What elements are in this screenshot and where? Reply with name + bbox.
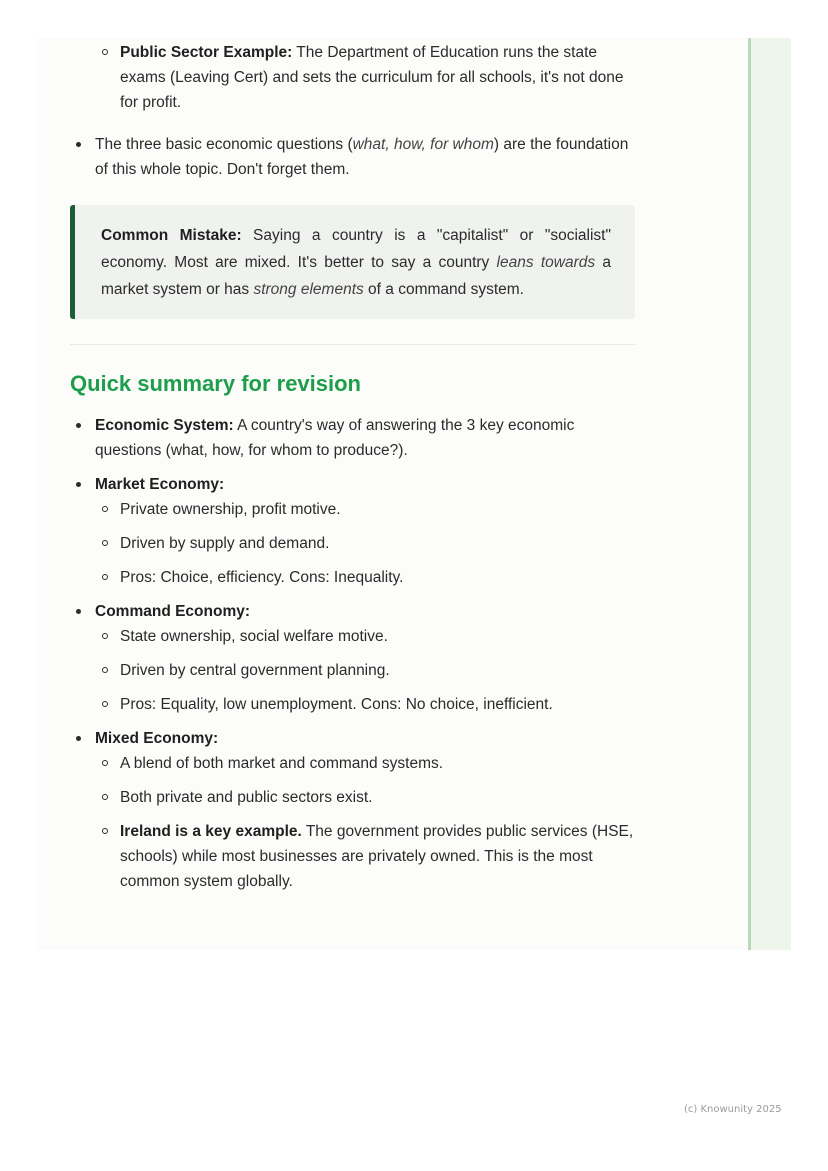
list-item: State ownership, social welfare motive.	[95, 624, 635, 649]
list-item	[70, 132, 635, 182]
list-item: Both private and public sectors exist.	[95, 785, 635, 810]
callout-text: of a command system.	[363, 281, 524, 298]
economic-system-label: Economic System:	[95, 417, 234, 434]
mixed-economy-points	[95, 751, 635, 894]
command-economy-label: Command Economy:	[95, 603, 251, 620]
list-item: Driven by central government planning.	[95, 658, 635, 683]
list-item	[95, 819, 635, 894]
mixed-economy-label: Mixed Economy:	[95, 730, 219, 747]
list-item	[70, 472, 635, 590]
market-economy-label: Market Economy:	[95, 476, 225, 493]
callout-text: a market system or has	[101, 254, 611, 298]
list-item	[95, 40, 635, 115]
public-sector-text: The Department of Education runs the state exams (Leaving Cert) and sets the curriculum for all schools, it's not done for profit.	[120, 44, 624, 111]
callout-italic: strong elements	[253, 281, 364, 298]
summary-list	[70, 413, 635, 894]
public-sector-label: Public Sector Example:	[120, 44, 293, 61]
basics-text-end: ) are the foundation of this whole topic. Don't forget them.	[95, 136, 629, 178]
callout-label: Common Mistake:	[101, 227, 242, 244]
economic-system-text: A country's way of answering the 3 key economic questions (what, how, for whom to produce?).	[95, 417, 575, 459]
list-item: Driven by supply and demand.	[95, 531, 635, 556]
divider	[70, 344, 635, 345]
list-item	[70, 413, 635, 463]
common-mistake-callout	[70, 205, 635, 319]
market-economy-points	[95, 497, 635, 590]
command-economy-points	[95, 624, 635, 717]
basics-list	[70, 132, 635, 182]
summary-heading: Quick summary for revision	[70, 371, 361, 396]
basics-text: The three basic economic questions (	[95, 136, 353, 153]
callout-italic: leans towards	[496, 254, 596, 271]
callout-text: Saying a country is a "capitalist" or "socialist" economy. Most are mixed. It's better to say a country	[101, 227, 611, 271]
list-item	[70, 726, 635, 894]
copyright-footer: (c) Knowunity 2025	[684, 1104, 782, 1115]
ireland-label: Ireland is a key example.	[120, 823, 302, 840]
side-panel	[751, 38, 791, 950]
list-item: Pros: Equality, low unemployment. Cons: No choice, inefficient.	[95, 692, 635, 717]
ireland-text: The government provides public services (HSE, schools) while most businesses are privately owned. This is the most common system globally.	[120, 823, 634, 890]
list-item: Private ownership, profit motive.	[95, 497, 635, 522]
list-item: Pros: Choice, efficiency. Cons: Inequality.	[95, 565, 635, 590]
document-content	[70, 38, 635, 903]
public-sector-list	[95, 40, 635, 115]
list-item	[70, 599, 635, 717]
basics-italic: what, how, for whom	[352, 136, 494, 153]
list-item: A blend of both market and command systems.	[95, 751, 635, 776]
